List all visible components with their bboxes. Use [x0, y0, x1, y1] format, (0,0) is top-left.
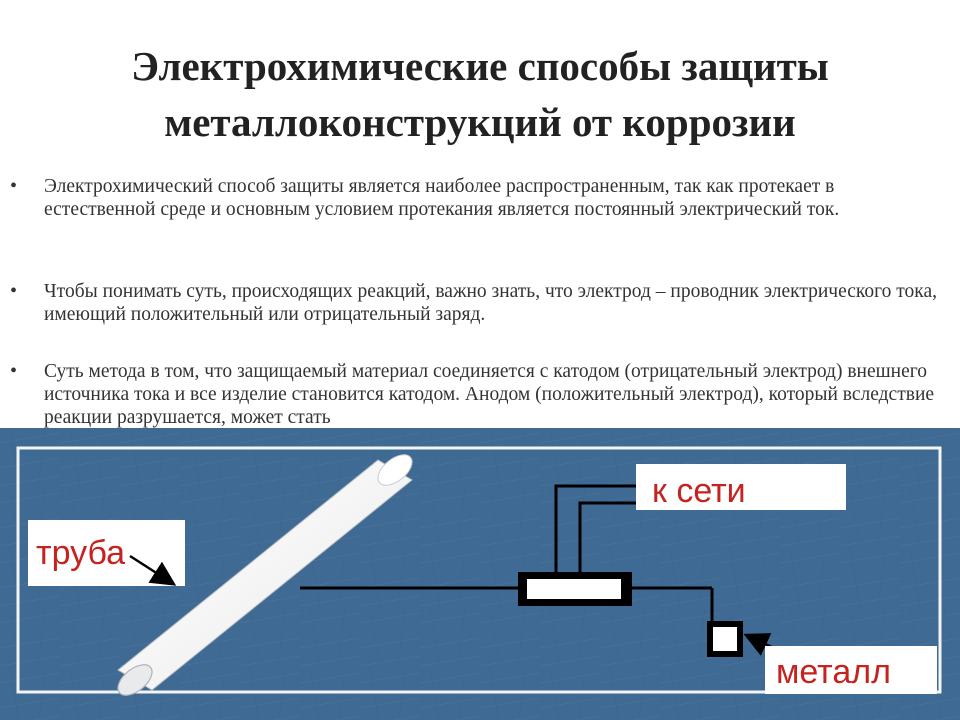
current-source-icon	[518, 572, 632, 606]
bullet-marker: •	[10, 280, 18, 302]
bullet-marker: •	[10, 175, 18, 197]
metal-label: металл	[776, 653, 891, 691]
bullet-marker: •	[10, 360, 18, 382]
cathodic-protection-diagram	[0, 428, 960, 720]
metal-anode-icon	[707, 621, 743, 657]
bullet-text-1: Электрохимический способ защиты является наиболее распространенным, так как протекает в естественной среде и основным условием протекания является постоянный электрический ток.	[44, 176, 840, 220]
pipe-label: труба	[36, 534, 126, 572]
slide-title: Электрохимические способы защиты металлоконструкций от коррозии	[131, 43, 829, 145]
network-label: к сети	[652, 472, 746, 510]
bullet-text-3: Суть метода в том, что защищаемый материал соединяется с катодом (отрицательный электрод) внешнего источника тока и все изделие становится катодом. Анодом (положительный электрод), который вследствие реакции разрушается, может стать	[44, 361, 935, 428]
bullet-item-2	[10, 280, 950, 326]
bullet-item-3	[10, 360, 950, 429]
bullet-item-1	[10, 175, 950, 221]
bullet-text-2: Чтобы понимать суть, происходящих реакций, важно знать, что электрод – проводник электрического тока, имеющий положительный или отрицательный заряд.	[44, 281, 937, 325]
